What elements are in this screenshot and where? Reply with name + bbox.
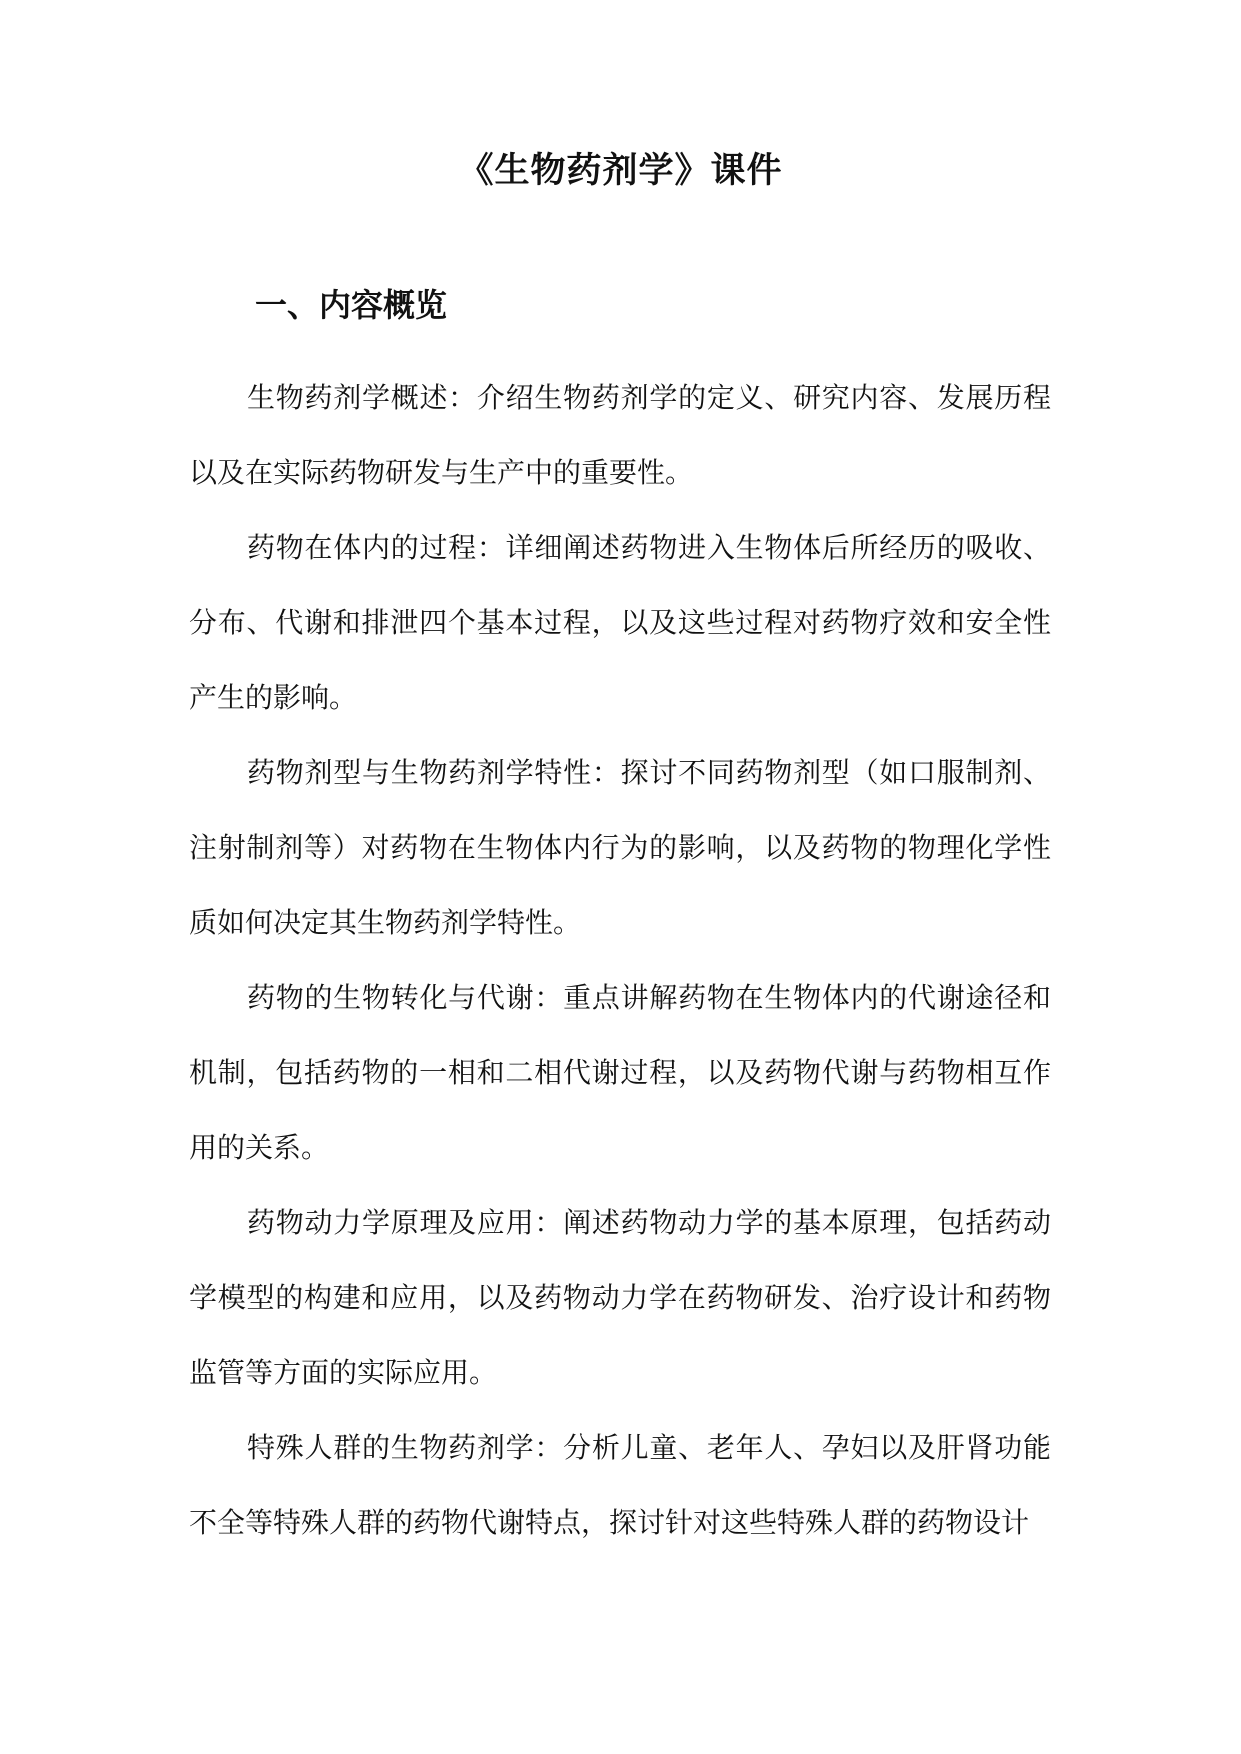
paragraph-in-vivo-process: 药物在体内的过程：详细阐述药物进入生物体后所经历的吸收、分布、代谢和排泄四个基本过程，以及这些过程对药物疗效和安全性产生的影响。 [189,531,1051,714]
document-body [189,360,1051,1560]
paragraph-dosage-forms: 药物剂型与生物药剂学特性：探讨不同药物剂型（如口服制剂、注射制剂等）对药物在生物体内行为的影响，以及药物的物理化学性质如何决定其生物药剂学特性。 [189,756,1051,939]
document-title: 《生物药剂学》课件 [458,150,783,191]
paragraph-overview: 生物药剂学概述：介绍生物药剂学的定义、研究内容、发展历程以及在实际药物研发与生产中的重要性。 [189,381,1051,489]
section-heading: 一、内容概览 [255,286,448,324]
paragraph-special-populations: 特殊人群的生物药剂学：分析儿童、老年人、孕妇以及肝肾功能不全等特殊人群的药物代谢特点，探讨针对这些特殊人群的药物设计 [189,1431,1051,1539]
paragraph-pharmacokinetics: 药物动力学原理及应用：阐述药物动力学的基本原理，包括药动学模型的构建和应用，以及药物动力学在药物研发、治疗设计和药物监管等方面的实际应用。 [189,1206,1051,1389]
paragraph-biotransformation: 药物的生物转化与代谢：重点讲解药物在生物体内的代谢途径和机制，包括药物的一相和二相代谢过程，以及药物代谢与药物相互作用的关系。 [189,981,1051,1164]
